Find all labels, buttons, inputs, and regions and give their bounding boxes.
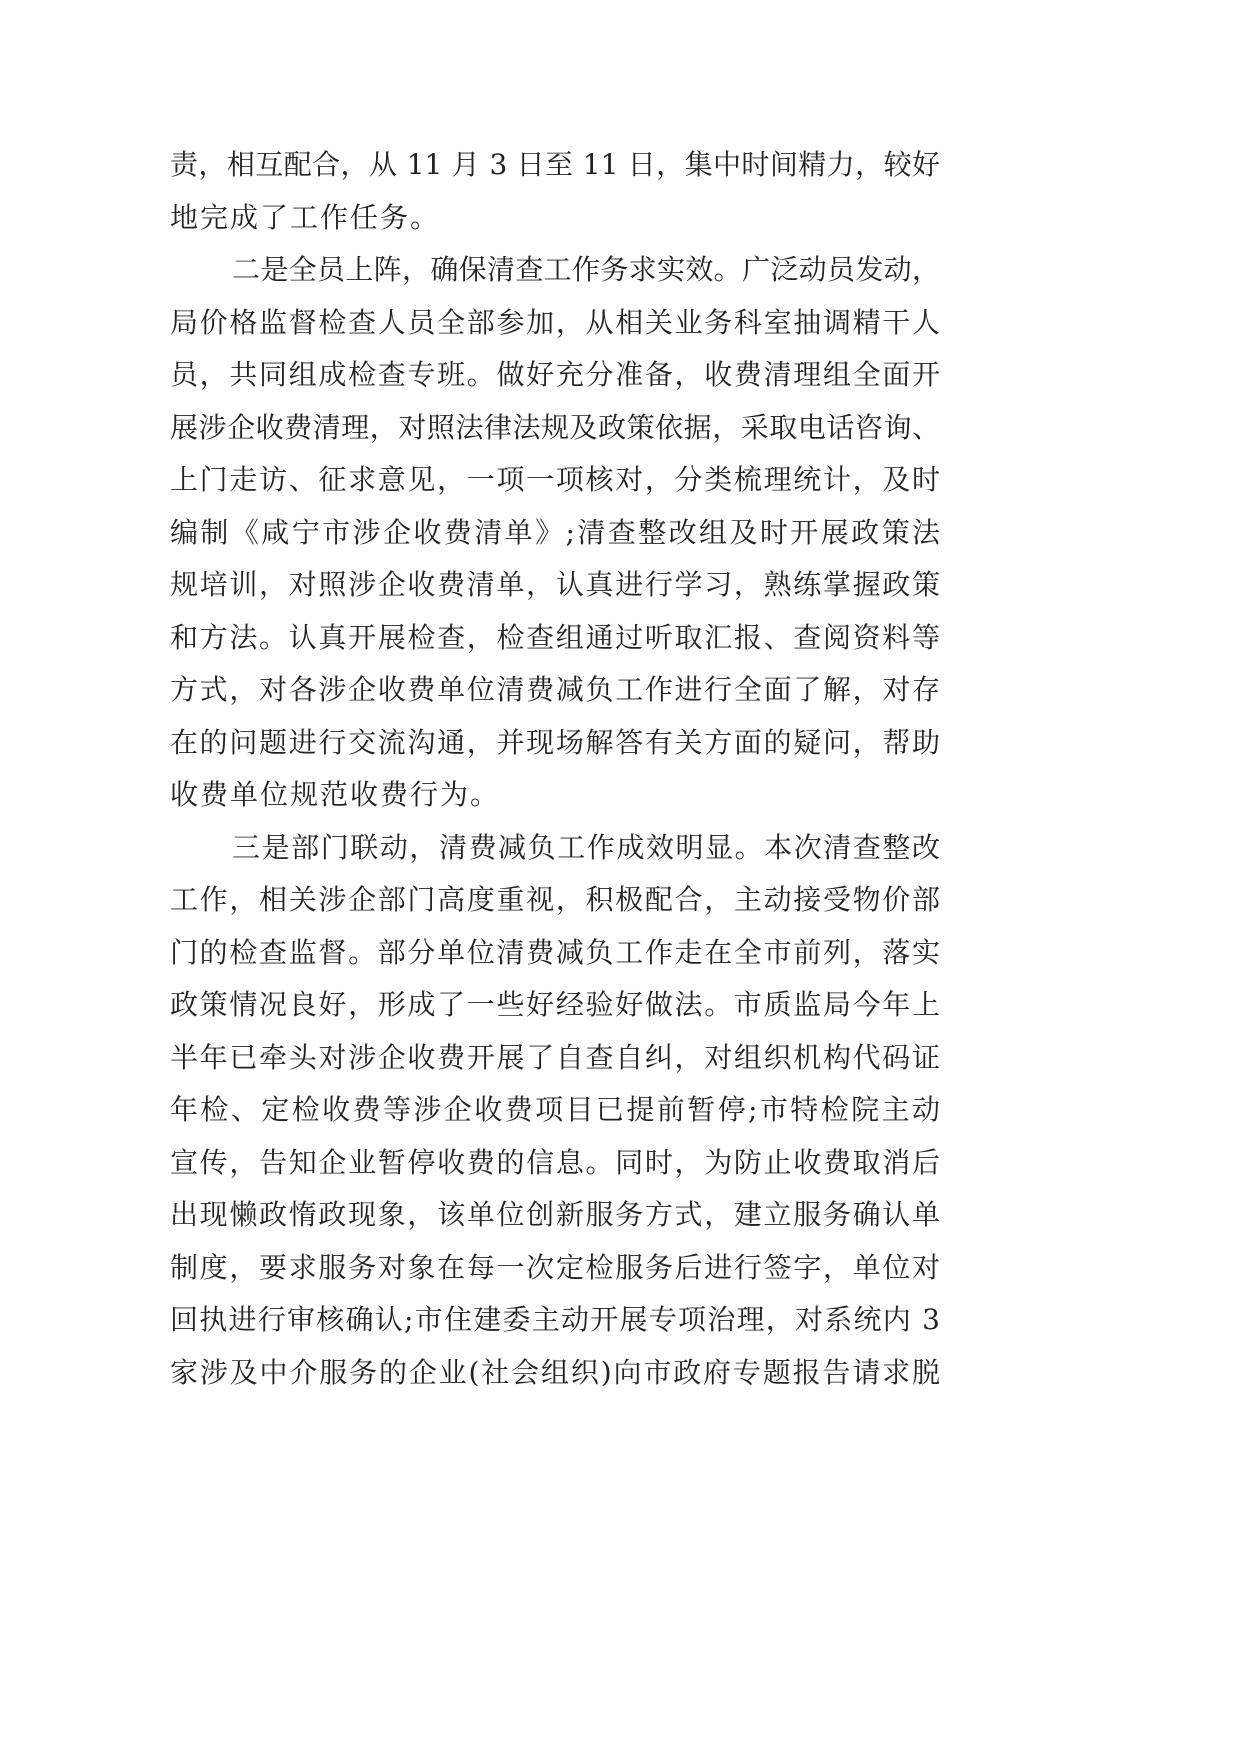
body-text <box>170 139 940 1399</box>
paragraph-third <box>170 822 940 1400</box>
text-line: 展涉企收费清理，对照法律法规及政策依据，采取电话咨询、 <box>170 410 940 444</box>
text-line: 宣传，告知企业暂停收费的信息。同时，为防止收费取消后 <box>170 1145 940 1179</box>
paragraph-continuation <box>170 139 940 244</box>
text-line: 规培训，对照涉企收费清单，认真进行学习，熟练掌握政策 <box>170 568 940 601</box>
text-line: 收费单位规范收费行为。 <box>170 778 501 811</box>
text-line: 三是部门联动，清费减负工作成效明显。本次清查整改 <box>232 830 940 864</box>
text-line: 责，相互配合，从 11 月 3 日至 11 日，集中时间精力，较好 <box>170 148 940 181</box>
text-line: 家涉及中介服务的企业(社会组织)向市政府专题报告请求脱 <box>170 1355 940 1389</box>
text-line: 编制《咸宁市涉企收费清单》;清查整改组及时开展政策法 <box>170 515 940 549</box>
text-line: 局价格监督检查人员全部参加，从相关业务科室抽调精干人 <box>170 305 940 339</box>
text-line: 在的问题进行交流沟通，并现场解答有关方面的疑问，帮助 <box>170 725 940 759</box>
text-line: 和方法。认真开展检查，检查组通过听取汇报、查阅资料等 <box>170 620 940 654</box>
text-line: 政策情况良好，形成了一些好经验好做法。市质监局今年上 <box>170 988 940 1021</box>
paragraph-second <box>170 244 940 822</box>
text-line: 二是全员上阵，确保清查工作务求实效。广泛动员发动， <box>232 253 940 286</box>
text-line: 制度，要求服务对象在每一次定检服务后进行签字，单位对 <box>170 1250 940 1284</box>
text-line: 回执进行审核确认;市住建委主动开展专项治理，对系统内 3 <box>170 1303 940 1336</box>
text-line: 半年已牵头对涉企收费开展了自查自纠，对组织机构代码证 <box>170 1040 940 1074</box>
text-line: 员，共同组成检查专班。做好充分准备，收费清理组全面开 <box>170 358 940 391</box>
text-line: 门的检查监督。部分单位清费减负工作走在全市前列，落实 <box>170 935 940 969</box>
text-line: 方式，对各涉企收费单位清费减负工作进行全面了解，对存 <box>170 673 940 706</box>
text-line: 地完成了工作任务。 <box>170 200 441 234</box>
text-line: 工作，相关涉企部门高度重视，积极配合，主动接受物价部 <box>170 883 940 916</box>
text-line: 上门走访、征求意见，一项一项核对，分类梳理统计，及时 <box>170 463 940 496</box>
text-line: 年检、定检收费等涉企收费项目已提前暂停;市特检院主动 <box>170 1093 940 1126</box>
text-line: 出现懒政惰政现象，该单位创新服务方式，建立服务确认单 <box>170 1198 940 1231</box>
